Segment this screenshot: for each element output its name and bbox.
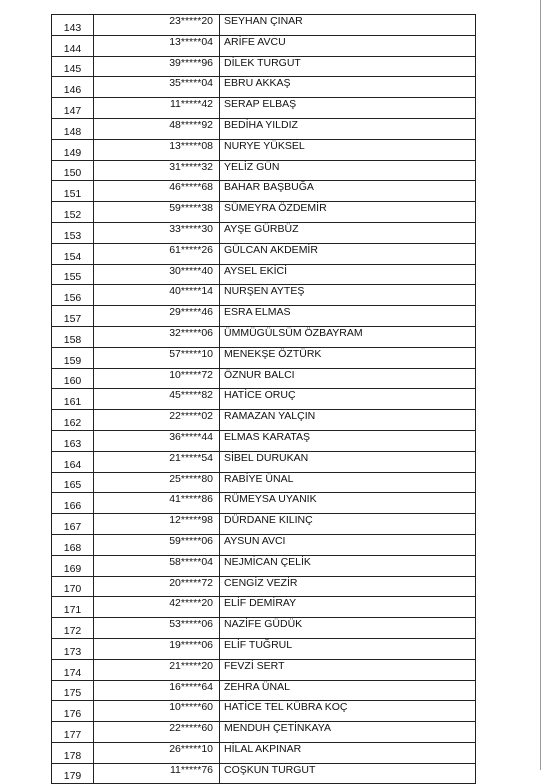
table-row: [52, 722, 476, 743]
full-name-cell: ARİFE AVCU: [220, 35, 476, 56]
id-number-cell: 57*****10: [94, 347, 220, 368]
row-number-cell: 174: [52, 659, 94, 680]
full-name-cell: RÜMEYSA UYANIK: [220, 493, 476, 514]
row-number-cell: 176: [52, 701, 94, 722]
id-number-cell: 11*****42: [94, 98, 220, 119]
full-name-cell: EBRU AKKAŞ: [220, 77, 476, 98]
full-name-cell: CENGİZ VEZİR: [220, 576, 476, 597]
row-number-cell: 152: [52, 202, 94, 223]
full-name-cell: HATİCE ORUÇ: [220, 389, 476, 410]
table-row: [52, 701, 476, 722]
row-number-cell: 177: [52, 722, 94, 743]
full-name-cell: SÜMEYRA ÖZDEMİR: [220, 202, 476, 223]
table-row: [52, 264, 476, 285]
table-row: [52, 742, 476, 763]
full-name-cell: BEDİHA YILDIZ: [220, 118, 476, 139]
table-row: [52, 35, 476, 56]
row-number-cell: 150: [52, 160, 94, 181]
full-name-cell: ZEHRA ÜNAL: [220, 680, 476, 701]
row-number-cell: 161: [52, 389, 94, 410]
table-row: [52, 493, 476, 514]
full-name-cell: RABİYE ÜNAL: [220, 472, 476, 493]
row-number-cell: 143: [52, 15, 94, 36]
row-number-cell: 146: [52, 77, 94, 98]
id-number-cell: 11*****76: [94, 763, 220, 784]
table-row: [52, 77, 476, 98]
full-name-cell: AYŞE GÜRBÜZ: [220, 222, 476, 243]
row-number-cell: 149: [52, 139, 94, 160]
page-edge: [540, 0, 541, 770]
row-number-cell: 147: [52, 98, 94, 119]
id-number-cell: 19*****06: [94, 638, 220, 659]
row-number-cell: 166: [52, 493, 94, 514]
id-number-cell: 39*****96: [94, 56, 220, 77]
table-row: [52, 576, 476, 597]
row-number-cell: 144: [52, 35, 94, 56]
table-row: [52, 347, 476, 368]
full-name-cell: HATİCE TEL KÜBRA KOÇ: [220, 701, 476, 722]
id-number-cell: 42*****20: [94, 597, 220, 618]
row-number-cell: 164: [52, 451, 94, 472]
table-row: [52, 514, 476, 535]
full-name-cell: BAHAR BAŞBUĞA: [220, 181, 476, 202]
table-row: [52, 285, 476, 306]
row-number-cell: 148: [52, 118, 94, 139]
table-row: [52, 56, 476, 77]
id-number-cell: 26*****10: [94, 742, 220, 763]
row-number-cell: 170: [52, 576, 94, 597]
table-row: [52, 181, 476, 202]
id-number-cell: 41*****86: [94, 493, 220, 514]
full-name-cell: NAZİFE GÜDÜK: [220, 618, 476, 639]
full-name-cell: DİLEK TURGUT: [220, 56, 476, 77]
table-row: [52, 306, 476, 327]
id-number-cell: 61*****26: [94, 243, 220, 264]
table-row: [52, 680, 476, 701]
id-number-cell: 48*****92: [94, 118, 220, 139]
table-row: [52, 222, 476, 243]
id-number-cell: 59*****06: [94, 534, 220, 555]
table-row: [52, 597, 476, 618]
full-name-cell: HİLAL AKPINAR: [220, 742, 476, 763]
full-name-cell: YELİZ GÜN: [220, 160, 476, 181]
full-name-cell: ELİF TUĞRUL: [220, 638, 476, 659]
table-row: [52, 638, 476, 659]
id-number-cell: 32*****06: [94, 326, 220, 347]
full-name-cell: NURYE YÜKSEL: [220, 139, 476, 160]
row-number-cell: 160: [52, 368, 94, 389]
full-name-cell: ÜMMÜGÜLSÜM ÖZBAYRAM: [220, 326, 476, 347]
id-number-cell: 31*****32: [94, 160, 220, 181]
row-number-cell: 159: [52, 347, 94, 368]
table-row: [52, 451, 476, 472]
row-number-cell: 155: [52, 264, 94, 285]
row-number-cell: 172: [52, 618, 94, 639]
id-number-cell: 21*****54: [94, 451, 220, 472]
participant-table: [51, 14, 476, 784]
table-row: [52, 534, 476, 555]
id-number-cell: 21*****20: [94, 659, 220, 680]
row-number-cell: 165: [52, 472, 94, 493]
full-name-cell: ELMAS KARATAŞ: [220, 430, 476, 451]
id-number-cell: 35*****04: [94, 77, 220, 98]
full-name-cell: GÜLCAN AKDEMİR: [220, 243, 476, 264]
row-number-cell: 151: [52, 181, 94, 202]
id-number-cell: 10*****60: [94, 701, 220, 722]
id-number-cell: 16*****64: [94, 680, 220, 701]
table-body: [52, 15, 476, 784]
table-row: [52, 763, 476, 784]
id-number-cell: 33*****30: [94, 222, 220, 243]
table-row: [52, 160, 476, 181]
id-number-cell: 36*****44: [94, 430, 220, 451]
id-number-cell: 40*****14: [94, 285, 220, 306]
full-name-cell: ÖZNUR BALCI: [220, 368, 476, 389]
id-number-cell: 20*****72: [94, 576, 220, 597]
table-row: [52, 118, 476, 139]
id-number-cell: 29*****46: [94, 306, 220, 327]
full-name-cell: MENDUH ÇETİNKAYA: [220, 722, 476, 743]
table-row: [52, 410, 476, 431]
full-name-cell: ESRA ELMAS: [220, 306, 476, 327]
id-number-cell: 53*****06: [94, 618, 220, 639]
id-number-cell: 25*****80: [94, 472, 220, 493]
full-name-cell: SİBEL DURUKAN: [220, 451, 476, 472]
row-number-cell: 167: [52, 514, 94, 535]
table-row: [52, 555, 476, 576]
row-number-cell: 171: [52, 597, 94, 618]
id-number-cell: 10*****72: [94, 368, 220, 389]
id-number-cell: 46*****68: [94, 181, 220, 202]
table-row: [52, 202, 476, 223]
id-number-cell: 13*****08: [94, 139, 220, 160]
full-name-cell: SERAP ELBAŞ: [220, 98, 476, 119]
full-name-cell: RAMAZAN YALÇIN: [220, 410, 476, 431]
table-row: [52, 430, 476, 451]
row-number-cell: 179: [52, 763, 94, 784]
row-number-cell: 154: [52, 243, 94, 264]
id-number-cell: 22*****02: [94, 410, 220, 431]
row-number-cell: 156: [52, 285, 94, 306]
table-row: [52, 618, 476, 639]
full-name-cell: ELİF DEMİRAY: [220, 597, 476, 618]
table-row: [52, 98, 476, 119]
row-number-cell: 158: [52, 326, 94, 347]
row-number-cell: 163: [52, 430, 94, 451]
table-row: [52, 139, 476, 160]
id-number-cell: 23*****20: [94, 15, 220, 36]
full-name-cell: MENEKŞE ÖZTÜRK: [220, 347, 476, 368]
row-number-cell: 175: [52, 680, 94, 701]
id-number-cell: 22*****60: [94, 722, 220, 743]
row-number-cell: 145: [52, 56, 94, 77]
row-number-cell: 168: [52, 534, 94, 555]
id-number-cell: 13*****04: [94, 35, 220, 56]
table-row: [52, 389, 476, 410]
full-name-cell: AYSEL EKİCİ: [220, 264, 476, 285]
table-row: [52, 368, 476, 389]
row-number-cell: 173: [52, 638, 94, 659]
row-number-cell: 153: [52, 222, 94, 243]
id-number-cell: 30*****40: [94, 264, 220, 285]
full-name-cell: COŞKUN TURGUT: [220, 763, 476, 784]
full-name-cell: DÜRDANE KILINÇ: [220, 514, 476, 535]
id-number-cell: 58*****04: [94, 555, 220, 576]
table-row: [52, 15, 476, 36]
table-row: [52, 659, 476, 680]
id-number-cell: 59*****38: [94, 202, 220, 223]
table-row: [52, 243, 476, 264]
full-name-cell: FEVZİ SERT: [220, 659, 476, 680]
row-number-cell: 169: [52, 555, 94, 576]
full-name-cell: SEYHAN ÇINAR: [220, 15, 476, 36]
full-name-cell: NEJMİCAN ÇELİK: [220, 555, 476, 576]
row-number-cell: 178: [52, 742, 94, 763]
row-number-cell: 157: [52, 306, 94, 327]
table-row: [52, 472, 476, 493]
id-number-cell: 45*****82: [94, 389, 220, 410]
full-name-cell: NURŞEN AYTEŞ: [220, 285, 476, 306]
full-name-cell: AYSUN AVCI: [220, 534, 476, 555]
table-row: [52, 326, 476, 347]
id-number-cell: 12*****98: [94, 514, 220, 535]
row-number-cell: 162: [52, 410, 94, 431]
